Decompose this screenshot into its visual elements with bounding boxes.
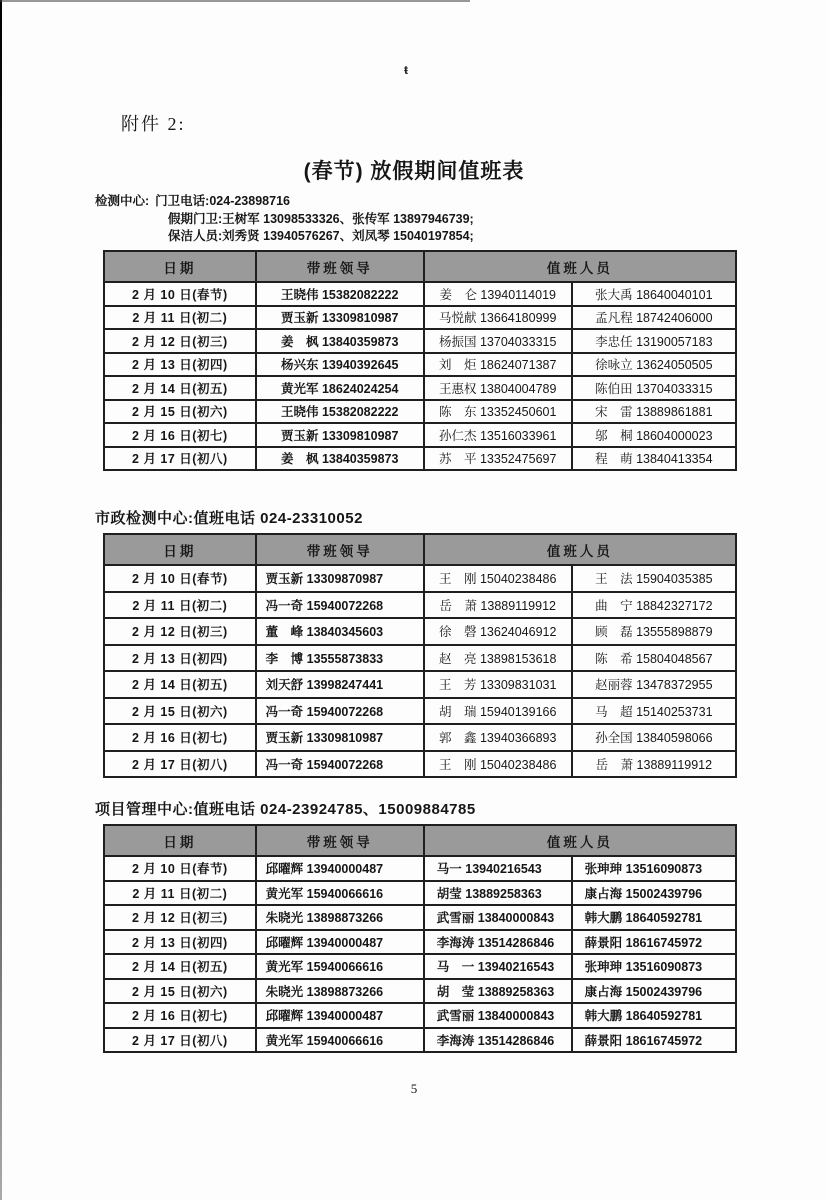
duty-cell-2: 程 萌 13840413354 xyxy=(572,447,736,471)
duty-cell-1: 胡 瑞 15940139166 xyxy=(424,698,572,725)
leader-cell: 冯一奇 15940072268 xyxy=(256,698,424,725)
date-cell: 2 月 13 日(初四) xyxy=(104,930,256,955)
duty-cell-2: 徐咏立 13624050505 xyxy=(572,353,736,377)
leader-cell: 朱晓光 13898873266 xyxy=(256,905,424,930)
duty-cell-1: 赵 亮 13898153618 xyxy=(424,645,572,672)
date-cell: 2 月 16 日(初七) xyxy=(104,1003,256,1028)
leader-cell: 姜 枫 13840359873 xyxy=(256,329,424,353)
table-row xyxy=(104,881,736,906)
date-cell: 2 月 15 日(初六) xyxy=(104,698,256,725)
date-cell: 2 月 11 日(初二) xyxy=(104,881,256,906)
leader-cell: 黄光军 15940066616 xyxy=(256,881,424,906)
page-title: (春节) 放假期间值班表 xyxy=(303,160,525,183)
duty-cell-1: 武雪丽 13840000843 xyxy=(424,905,572,930)
leader-cell: 王晓伟 15382082222 xyxy=(256,282,424,306)
leader-cell: 邱曜辉 13940000487 xyxy=(256,856,424,881)
table-row xyxy=(104,306,736,330)
leader-cell: 姜 枫 13840359873 xyxy=(256,447,424,471)
column-header-date: 日期 xyxy=(104,251,256,282)
leader-cell: 刘天舒 13998247441 xyxy=(256,671,424,698)
table-row xyxy=(104,698,736,725)
date-cell: 2 月 17 日(初八) xyxy=(104,1028,256,1053)
guard-phone: 门卫电话:024-23898716 xyxy=(155,194,290,208)
table-header-row xyxy=(104,534,736,565)
date-cell: 2 月 10 日(春节) xyxy=(104,282,256,306)
column-header-leader: 带班领导 xyxy=(256,534,424,565)
table-row xyxy=(104,954,736,979)
leader-cell: 贾玉新 13309870987 xyxy=(256,565,424,592)
duty-cell-2: 张珅珅 13516090873 xyxy=(572,954,736,979)
date-cell: 2 月 15 日(初六) xyxy=(104,400,256,424)
table-row xyxy=(104,979,736,1004)
attachment-label: 附件 2: xyxy=(121,114,186,134)
duty-cell-1: 马一 13940216543 xyxy=(424,856,572,881)
date-cell: 2 月 12 日(初三) xyxy=(104,329,256,353)
table-row xyxy=(104,400,736,424)
date-cell: 2 月 16 日(初七) xyxy=(104,423,256,447)
leader-cell: 贾玉新 13309810987 xyxy=(256,724,424,751)
duty-cell-1: 胡莹 13889258363 xyxy=(424,881,572,906)
duty-cell-1: 刘 炬 18624071387 xyxy=(424,353,572,377)
duty-cell-2: 韩大鹏 18640592781 xyxy=(572,905,736,930)
duty-cell-1: 姜 仑 13940114019 xyxy=(424,282,572,306)
column-header-date: 日期 xyxy=(104,534,256,565)
page-number: 5 xyxy=(410,1081,418,1096)
table-row xyxy=(104,447,736,471)
duty-cell-1: 李海涛 13514286846 xyxy=(424,1028,572,1053)
column-header-leader: 带班领导 xyxy=(256,251,424,282)
table-row xyxy=(104,856,736,881)
duty-cell-1: 郭 鑫 13940366893 xyxy=(424,724,572,751)
duty-table-project-center xyxy=(103,824,737,1053)
duty-cell-1: 胡 莹 13889258363 xyxy=(424,979,572,1004)
date-cell: 2 月 14 日(初五) xyxy=(104,376,256,400)
column-header-leader: 带班领导 xyxy=(256,825,424,856)
date-cell: 2 月 11 日(初二) xyxy=(104,592,256,619)
duty-cell-1: 马悦献 13664180999 xyxy=(424,306,572,330)
leader-cell: 冯一奇 15940072268 xyxy=(256,751,424,778)
duty-cell-2: 陈伯田 13704033315 xyxy=(572,376,736,400)
table-row xyxy=(104,353,736,377)
date-cell: 2 月 14 日(初五) xyxy=(104,954,256,979)
duty-cell-2: 宋 雷 13889861881 xyxy=(572,400,736,424)
duty-cell-1: 杨振国 13704033315 xyxy=(424,329,572,353)
column-header-duty-staff: 值班人员 xyxy=(424,534,736,565)
contact-info-block xyxy=(95,193,474,246)
date-cell: 2 月 14 日(初五) xyxy=(104,671,256,698)
table-row xyxy=(104,618,736,645)
duty-cell-1: 王惠权 13804004789 xyxy=(424,376,572,400)
table-row xyxy=(104,376,736,400)
table-row xyxy=(104,930,736,955)
duty-cell-1: 王 刚 15040238486 xyxy=(424,565,572,592)
table-row xyxy=(104,329,736,353)
duty-cell-2: 马 超 15140253731 xyxy=(572,698,736,725)
duty-cell-2: 康占海 15002439796 xyxy=(572,881,736,906)
leader-cell: 王晓伟 15382082222 xyxy=(256,400,424,424)
section-heading-municipal-center: 市政检测中心:值班电话 024-23310052 xyxy=(95,510,363,527)
duty-cell-1: 岳 萧 13889119912 xyxy=(424,592,572,619)
duty-cell-1: 李海涛 13514286846 xyxy=(424,930,572,955)
duty-cell-2: 陈 希 15804048567 xyxy=(572,645,736,672)
duty-cell-2: 曲 宁 18842327172 xyxy=(572,592,736,619)
duty-cell-1: 王 芳 13309831031 xyxy=(424,671,572,698)
duty-cell-2: 邬 桐 18604000023 xyxy=(572,423,736,447)
date-cell: 2 月 10 日(春节) xyxy=(104,856,256,881)
table-row xyxy=(104,423,736,447)
column-header-duty-staff: 值班人员 xyxy=(424,251,736,282)
scan-artifact-mark: ŧ xyxy=(404,63,408,77)
table-row xyxy=(104,724,736,751)
duty-cell-2: 孟凡程 18742406000 xyxy=(572,306,736,330)
table-row xyxy=(104,1003,736,1028)
date-cell: 2 月 17 日(初八) xyxy=(104,751,256,778)
leader-cell: 邱曜辉 13940000487 xyxy=(256,1003,424,1028)
contact-line-cleaning-staff: 保洁人员:刘秀贤 13940576267、刘凤琴 15040197854; xyxy=(168,229,474,243)
table-row xyxy=(104,1028,736,1053)
date-cell: 2 月 12 日(初三) xyxy=(104,618,256,645)
column-header-duty-staff: 值班人员 xyxy=(424,825,736,856)
table-row xyxy=(104,282,736,306)
leader-cell: 董 峰 13840345603 xyxy=(256,618,424,645)
duty-cell-2: 张珅珅 13516090873 xyxy=(572,856,736,881)
date-cell: 2 月 17 日(初八) xyxy=(104,447,256,471)
date-cell: 2 月 11 日(初二) xyxy=(104,306,256,330)
duty-cell-2: 孙全国 13840598066 xyxy=(572,724,736,751)
table-row xyxy=(104,592,736,619)
table-header-row xyxy=(104,251,736,282)
section-heading-project-center: 项目管理中心:值班电话 024-23924785、15009884785 xyxy=(95,801,476,818)
duty-cell-2: 康占海 15002439796 xyxy=(572,979,736,1004)
table-row xyxy=(104,565,736,592)
date-cell: 2 月 15 日(初六) xyxy=(104,979,256,1004)
leader-cell: 贾玉新 13309810987 xyxy=(256,306,424,330)
duty-cell-1: 马 一 13940216543 xyxy=(424,954,572,979)
duty-cell-2: 顾 磊 13555898879 xyxy=(572,618,736,645)
duty-cell-2: 薛景阳 18616745972 xyxy=(572,930,736,955)
date-cell: 2 月 12 日(初三) xyxy=(104,905,256,930)
leader-cell: 李 博 13555873833 xyxy=(256,645,424,672)
duty-cell-1: 武雪丽 13840000843 xyxy=(424,1003,572,1028)
duty-cell-2: 张大禹 18640040101 xyxy=(572,282,736,306)
duty-cell-2: 岳 萧 13889119912 xyxy=(572,751,736,778)
leader-cell: 冯一奇 15940072268 xyxy=(256,592,424,619)
table-header-row xyxy=(104,825,736,856)
scan-edge-top xyxy=(0,0,470,2)
column-header-date: 日期 xyxy=(104,825,256,856)
date-cell: 2 月 13 日(初四) xyxy=(104,353,256,377)
duty-cell-2: 薛景阳 18616745972 xyxy=(572,1028,736,1053)
duty-cell-1: 苏 平 13352475697 xyxy=(424,447,572,471)
dept-label: 检测中心: xyxy=(95,194,150,208)
leader-cell: 朱晓光 13898873266 xyxy=(256,979,424,1004)
leader-cell: 黄光军 15940066616 xyxy=(256,1028,424,1053)
duty-cell-1: 孙仁杰 13516033961 xyxy=(424,423,572,447)
date-cell: 2 月 16 日(初七) xyxy=(104,724,256,751)
duty-table-municipal-center xyxy=(103,533,737,778)
leader-cell: 黄光军 18624024254 xyxy=(256,376,424,400)
date-cell: 2 月 10 日(春节) xyxy=(104,565,256,592)
duty-cell-2: 李忠任 13190057183 xyxy=(572,329,736,353)
contact-line-guard-phone xyxy=(95,193,474,211)
leader-cell: 贾玉新 13309810987 xyxy=(256,423,424,447)
leader-cell: 杨兴东 13940392645 xyxy=(256,353,424,377)
contact-line-holiday-guard: 假期门卫:王树军 13098533326、张传军 13897946739; xyxy=(168,211,474,226)
duty-table-inspection-center xyxy=(103,250,737,471)
duty-cell-1: 王 刚 15040238486 xyxy=(424,751,572,778)
leader-cell: 邱曜辉 13940000487 xyxy=(256,930,424,955)
leader-cell: 黄光军 15940066616 xyxy=(256,954,424,979)
table-row xyxy=(104,671,736,698)
date-cell: 2 月 13 日(初四) xyxy=(104,645,256,672)
duty-cell-2: 赵丽蓉 13478372955 xyxy=(572,671,736,698)
duty-cell-1: 徐 磬 13624046912 xyxy=(424,618,572,645)
table-row xyxy=(104,905,736,930)
duty-cell-2: 王 法 15904035385 xyxy=(572,565,736,592)
duty-cell-1: 陈 东 13352450601 xyxy=(424,400,572,424)
duty-cell-2: 韩大鹏 18640592781 xyxy=(572,1003,736,1028)
table-row xyxy=(104,751,736,778)
table-row xyxy=(104,645,736,672)
